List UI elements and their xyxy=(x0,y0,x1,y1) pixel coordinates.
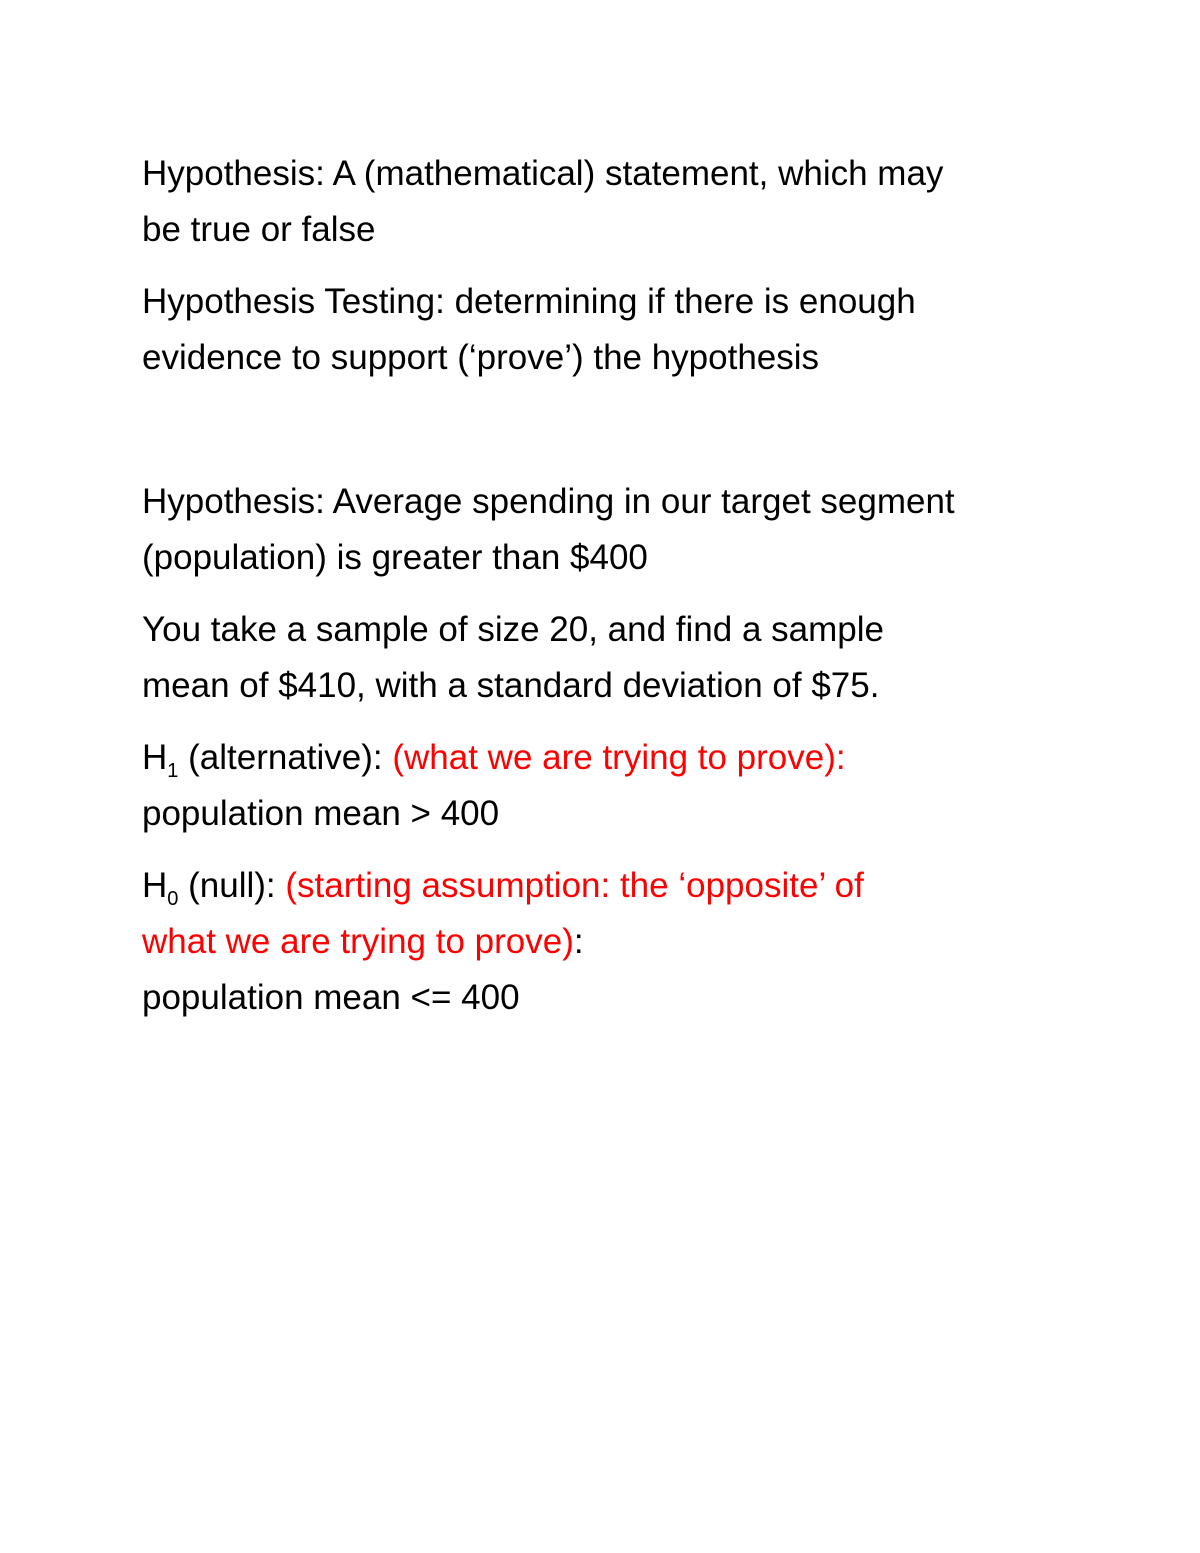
alternative-note: (what we are trying to prove): xyxy=(392,738,846,777)
null-symbol: H xyxy=(142,866,168,905)
example-hypothesis xyxy=(142,474,1102,586)
null-subscript: 0 xyxy=(167,888,179,910)
null-label: (null): xyxy=(178,866,286,905)
hypothesis-testing-line-2: evidence to support (‘prove’) the hypothesis xyxy=(142,338,820,377)
document-body xyxy=(142,146,1102,1042)
alternative-symbol: H xyxy=(142,738,168,777)
example-hypothesis-line-2: (population) is greater than $400 xyxy=(142,538,648,577)
hypothesis-definition xyxy=(142,146,1102,258)
alternative-hypothesis xyxy=(142,730,1102,842)
null-note-line-1: (starting assumption: the ‘opposite’ of xyxy=(285,866,864,905)
null-statement: population mean <= 400 xyxy=(142,978,520,1017)
null-hypothesis xyxy=(142,858,1102,1026)
hypothesis-definition-line-1: Hypothesis: A (mathematical) statement, which may xyxy=(142,154,944,193)
alternative-subscript: 1 xyxy=(167,760,179,782)
hypothesis-definition-line-2: be true or false xyxy=(142,210,376,249)
hypothesis-testing-line-1: Hypothesis Testing: determining if there is enough xyxy=(142,282,916,321)
null-note-line-2: what we are trying to prove) xyxy=(142,922,574,961)
alternative-hypothesis-heading xyxy=(142,730,1102,786)
null-colon: : xyxy=(573,922,584,961)
sample-description xyxy=(142,602,1102,714)
hypothesis-testing-definition xyxy=(142,274,1102,386)
sample-description-line-2: mean of $410, with a standard deviation of $75. xyxy=(142,666,880,705)
null-hypothesis-continuation xyxy=(142,914,1102,970)
alternative-statement: population mean > 400 xyxy=(142,794,500,833)
sample-description-line-1: You take a sample of size 20, and find a sample xyxy=(142,610,884,649)
alternative-label: (alternative): xyxy=(178,738,393,777)
null-hypothesis-heading xyxy=(142,858,1102,914)
example-hypothesis-line-1: Hypothesis: Average spending in our target segment xyxy=(142,482,955,521)
